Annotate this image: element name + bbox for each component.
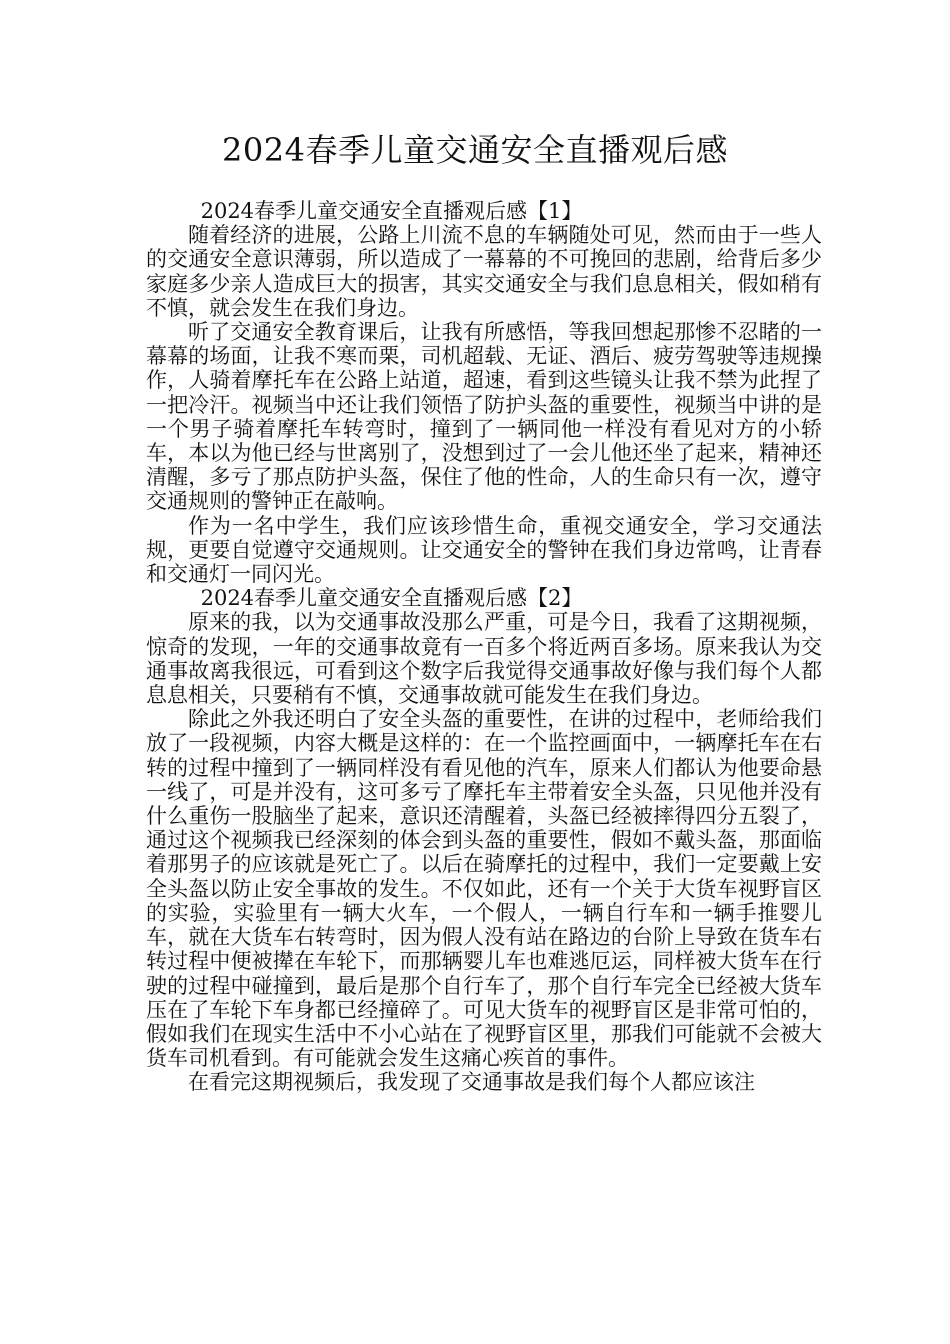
document-title: 2024春季儿童交通安全直播观后感 xyxy=(222,131,728,169)
paragraph: 随着经济的进展，公路上川流不息的车辆随处可见，然而由于一些人的交通安全意识薄弱，所以造成了一幕幕的不可挽回的悲剧，给背后多少家庭多少亲人造成巨大的损害，其实交通安全与我们息息相关，假如稍有不慎，就会发生在我们身边。 xyxy=(146,223,822,320)
paragraph: 原来的我，以为交通事故没那么严重，可是今日，我看了这期视频，惊奇的发现，一年的交通事故竟有一百多个将近两百多场。原来我认为交通事故离我很远，可看到这个数字后我觉得交通事故好像与我们每个人都息息相关，只要稍有不慎，交通事故就可能发生在我们身边。 xyxy=(146,610,822,708)
paragraph: 在看完这期视频后，我发现了交通事故是我们每个人都应该注 xyxy=(188,1070,755,1095)
paragraph: 作为一名中学生，我们应该珍惜生命，重视交通安全，学习交通法规，更要自觉遵守交通规则。让交通安全的警钟在我们身边常鸣，让青春和交通灯一同闪光。 xyxy=(146,513,822,587)
section-heading-1: 2024春季儿童交通安全直播观后感【1】 xyxy=(200,199,583,223)
paragraph: 除此之外我还明白了安全头盔的重要性，在讲的过程中，老师给我们放了一段视频，内容大概是这样的：在一个监控画面中，一辆摩托车在右转的过程中撞到了一辆同样没有看见他的汽车，原来人们都认为他要命悬一线了，可是并没有，这可多亏了摩托车主带着安全头盔，只见他并没有什么重伤一股脑坐了起来，意识还清醒着，头盔已经被摔得四分五裂了，通过这个视频我已经深刻的体会到头盔的重要性，假如不戴头盔，那面临着那男子的应该就是死亡了。以后在骑摩托的过程中，我们一定要戴上安全头盔以防止安全事故的发生。不仅如此，还有一个关于大货车视野盲区的实验，实验里有一辆大火车，一个假人，一辆自行车和一辆手推婴儿车，就在大货车右转弯时，因为假人没有站在路边的台阶上导致在货车右转过程中便被撵在车轮下，而那辆婴儿车也难逃厄运，同样被大货车在行驶的过程中碰撞到，最后是那个自行车了，那个自行车完全已经被大货车压在了车轮下车身都已经撞碎了。可见大货车的视野盲区是非常可怕的，假如我们在现实生活中不小心站在了视野盲区里，那我们可能就不会被大货车司机看到。有可能就会发生这痛心疾首的事件。 xyxy=(146,707,822,1071)
paragraph: 听了交通安全教育课后，让我有所感悟，等我回想起那惨不忍睹的一幕幕的场面，让我不寒而栗，司机超载、无证、酒后、疲劳驾驶等违规操作，人骑着摩托车在公路上站道，超速，看到这些镜头让我不禁为此捏了一把冷汗。视频当中还让我们领悟了防护头盔的重要性，视频当中讲的是一个男子骑着摩托车转弯时，撞到了一辆同他一样没有看见对方的小轿车，本以为他已经与世离别了，没想到过了一会儿他还坐了起来，精神还清醒，多亏了那点防护头盔，保住了他的性命，人的生命只有一次，遵守交通规则的警钟正在敲响。 xyxy=(146,320,822,514)
document-body xyxy=(146,199,822,1095)
section-heading-2: 2024春季儿童交通安全直播观后感【2】 xyxy=(200,586,583,611)
